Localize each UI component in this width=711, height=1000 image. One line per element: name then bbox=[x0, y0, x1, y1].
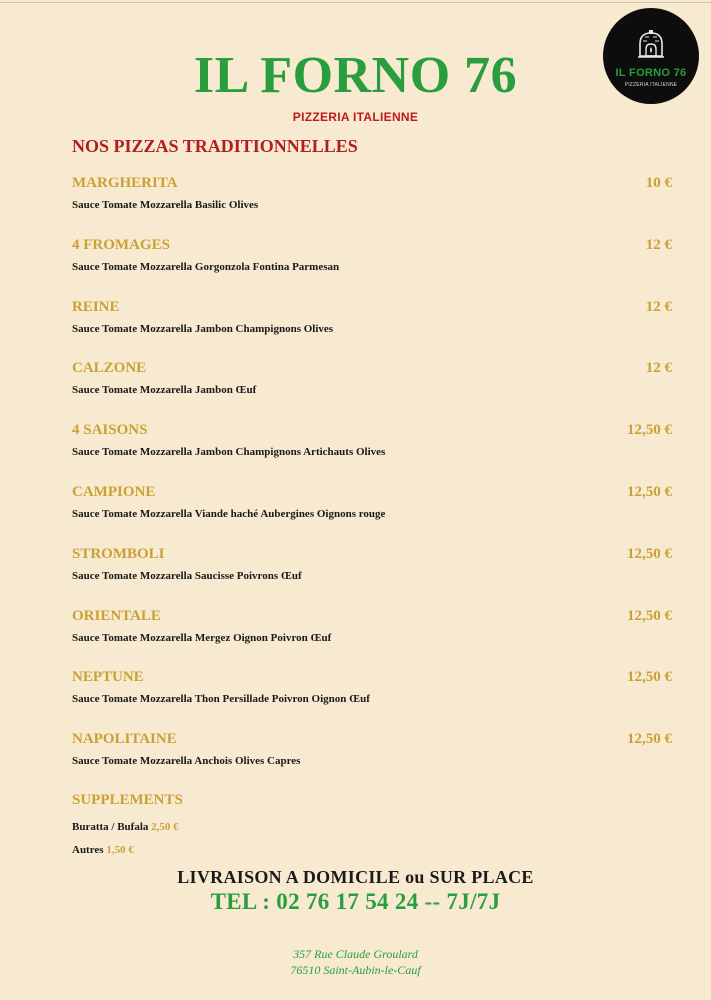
page-title: IL FORNO 76 bbox=[193, 47, 518, 104]
phone-number: TEL : 02 76 17 54 24 -- 7J/7J bbox=[210, 889, 501, 914]
menu-item bbox=[72, 175, 672, 225]
section-title: NOS PIZZAS TRADITIONNELLES bbox=[72, 136, 358, 156]
menu-item bbox=[72, 360, 672, 410]
menu-item-name: NAPOLITAINE bbox=[72, 731, 177, 747]
menu-item-name: 4 SAISONS bbox=[72, 422, 148, 438]
menu-item-description: Sauce Tomate Mozzarella Mergez Oignon Poivron Œuf bbox=[72, 632, 332, 644]
menu-item-description: Sauce Tomate Mozzarella Basilic Olives bbox=[72, 199, 259, 211]
menu-item-name: MARGHERITA bbox=[72, 175, 178, 191]
top-border bbox=[0, 2, 711, 3]
menu-item-name: NEPTUNE bbox=[72, 669, 144, 685]
menu-item bbox=[72, 669, 672, 719]
menu-item-price: 12 € bbox=[645, 360, 672, 376]
delivery-info: LIVRAISON A DOMICILE ou SUR PLACE bbox=[177, 867, 534, 887]
supplement-price: 2,50 € bbox=[151, 821, 179, 833]
menu-item-name: STROMBOLI bbox=[72, 546, 165, 562]
menu-item-price: 10 € bbox=[645, 175, 672, 191]
menu-item-description: Sauce Tomate Mozzarella Jambon Champignons Olives bbox=[72, 323, 334, 335]
menu-item-description: Sauce Tomate Mozzarella Anchois Olives Capres bbox=[72, 755, 301, 767]
address-line-1: 357 Rue Claude Groulard bbox=[293, 947, 418, 961]
menu-item bbox=[72, 546, 672, 596]
menu-item-price: 12,50 € bbox=[627, 546, 672, 562]
supplement-line bbox=[72, 821, 179, 833]
logo bbox=[603, 8, 699, 104]
menu-item-price: 12 € bbox=[645, 299, 672, 315]
menu-item-name: REINE bbox=[72, 299, 120, 315]
menu-item-description: Sauce Tomate Mozzarella Viande haché Aubergines Oignons rouge bbox=[72, 508, 386, 520]
menu-item-name: 4 FROMAGES bbox=[72, 237, 170, 253]
page-subtitle: PIZZERIA ITALIENNE bbox=[292, 110, 419, 124]
menu-item-name: CAMPIONE bbox=[72, 484, 156, 500]
menu-item-description: Sauce Tomate Mozzarella Jambon Œuf bbox=[72, 384, 257, 396]
menu-item-description: Sauce Tomate Mozzarella Gorgonzola Fontina Parmesan bbox=[72, 261, 340, 273]
supplement-label: Autres bbox=[72, 844, 104, 856]
address-line-2: 76510 Saint-Aubin-le-Cauf bbox=[290, 963, 421, 977]
menu-item-price: 12,50 € bbox=[627, 731, 672, 747]
menu-item-price: 12 € bbox=[645, 237, 672, 253]
supplement-label: Buratta / Bufala bbox=[72, 821, 149, 833]
menu-item bbox=[72, 237, 672, 287]
logo-tagline: PIZZERIA ITALIENNE bbox=[624, 82, 678, 88]
menu-item-description: Sauce Tomate Mozzarella Jambon Champignons Artichauts Olives bbox=[72, 446, 386, 458]
supplement-price: 1,50 € bbox=[106, 844, 134, 856]
menu-item-price: 12,50 € bbox=[627, 608, 672, 624]
supplements-title: SUPPLEMENTS bbox=[72, 792, 183, 808]
menu-item bbox=[72, 484, 672, 534]
menu-item-description: Sauce Tomate Mozzarella Saucisse Poivrons Œuf bbox=[72, 570, 302, 582]
menu-item-name: CALZONE bbox=[72, 360, 147, 376]
menu-item-price: 12,50 € bbox=[627, 422, 672, 438]
menu-item-price: 12,50 € bbox=[627, 484, 672, 500]
menu-item-price: 12,50 € bbox=[627, 669, 672, 685]
menu-item-description: Sauce Tomate Mozzarella Thon Persillade Poivron Oignon Œuf bbox=[72, 693, 370, 705]
menu-item bbox=[72, 299, 672, 349]
menu-item-name: ORIENTALE bbox=[72, 608, 161, 624]
menu-item bbox=[72, 731, 672, 781]
menu-item bbox=[72, 608, 672, 658]
pizza-oven-icon bbox=[637, 30, 665, 60]
logo-name: IL FORNO 76 bbox=[615, 67, 687, 79]
supplement-line bbox=[72, 844, 134, 856]
menu-item bbox=[72, 422, 672, 472]
